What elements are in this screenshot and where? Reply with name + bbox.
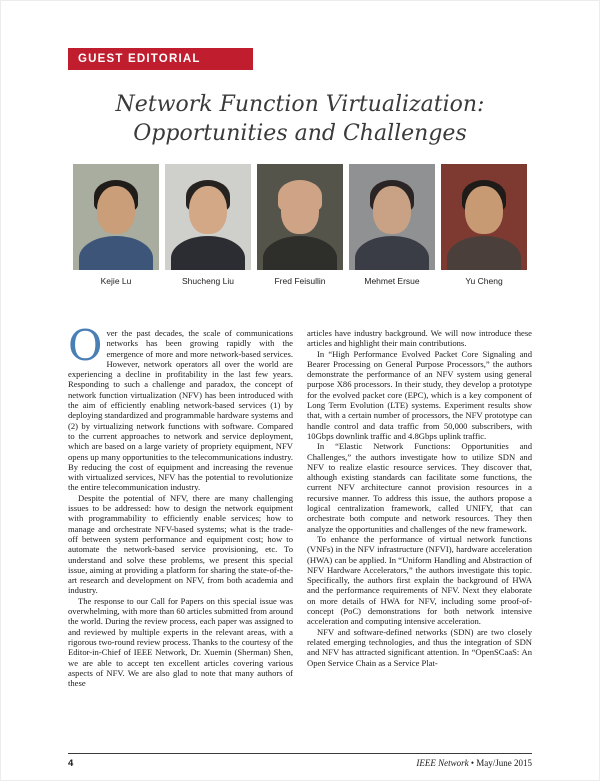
paragraph-left-1-text: ver the past decades, the scale of communications networks has been growing rapidly with the emergence of more and more network-based services. However, network operators all over the world are experiencing a decline in profitability in the last few years. Responding to such a challenge and paradox, the concept of network function virtualization (NFV) has been introduced with the aim of efficiently enabling network-based services (1) by deploying standardized and programmable hardware systems and (2) by virtualizing network functions with software. Compared to the current approaches to network and service deployment, which are based on a large variety of propriety equipment, NFV opens up many opportunities to the telecommunications industry. By reducing the cost of equipment and increasing the revenue with virtualized services, NFV has the potential to revolutionize the entire telecommunication industry. [68, 328, 293, 493]
silhouette-head [281, 186, 319, 234]
silhouette-torso [79, 236, 153, 270]
author-photo [257, 164, 343, 270]
page-footer [68, 753, 532, 769]
silhouette-torso [263, 236, 337, 270]
silhouette-head [465, 186, 503, 234]
paragraph-right-5: NFV and software-defined networks (SDN) are two closely related emerging technologies, and thus the integration of SDN and NFV has attracted significant attention. In “OpenSCaaS: An Open Service Chain as a Service Plat- [307, 626, 532, 668]
journal-name: IEEE Network [416, 758, 469, 768]
column-left [68, 321, 293, 689]
paragraph-right-4: To enhance the performance of virtual network functions (VNFs) in the NFV infrastructure (NFVI), hardware acceleration (HWA) can be applied. In “Uniform Handling and Abstraction of NFV Hardware Accelerators,” the authors investigate this topic. Specifically, the authors first explain the background of HWA and the performance requirements of NFV. Next they elaborate on more details of HWA for NFV, including some proof-of-concept (PoC) demonstrations for both network intensive acceleration and computing intensive acceleration. [307, 533, 532, 627]
author-name: Yu Cheng [465, 276, 503, 286]
paragraph-left-1 [68, 321, 293, 493]
author [349, 164, 435, 286]
paragraph-right-1: articles have industry background. We will now introduce these articles and highlight their main contributions. [307, 328, 532, 349]
silhouette-head [189, 186, 227, 234]
silhouette-head [97, 186, 135, 234]
dropcap: O [68, 321, 103, 370]
author [73, 164, 159, 286]
silhouette-head [373, 186, 411, 234]
issue-date: • May/June 2015 [468, 758, 532, 768]
journal-line [416, 758, 532, 768]
author-photo [73, 164, 159, 270]
paragraph-left-2: Despite the potential of NFV, there are many challenging issues to be addressed: how to design the network equipment with programmability to efficiently enable services; how to manage and orchestrate NFV-based systems; what is the trade-off between system performance and equipment cost; how to automate the network-based service provisioning, etc. To understand and solve these problems, we present this special issue, aiming at providing a platform for sharing the state-of-the-art research and development on NFV, from both academia and industry. [68, 492, 293, 596]
silhouette-torso [355, 236, 429, 270]
author [441, 164, 527, 286]
author-name: Shucheng Liu [182, 276, 234, 286]
author-name: Fred Feisullin [274, 276, 326, 286]
author [257, 164, 343, 286]
author-strip [68, 164, 532, 286]
author [165, 164, 251, 286]
column-right [307, 328, 532, 688]
title-line-2: Opportunities and Challenges [133, 121, 467, 146]
author-name: Kejie Lu [100, 276, 132, 286]
author-name: Mehmet Ersue [364, 276, 420, 286]
paragraph-left-3: The response to our Call for Papers on this special issue was overwhelming, with more than 60 articles submitted from around the world. During the review process, each paper was assigned to and reviewed by multiple experts in the relevant areas, with a rigorous two-round review process. Thanks to the courtesy of the Editor-in-Chief of IEEE Network, Dr. Xuemin (Sherman) Shen, we are able to accept ten excellent articles covering various aspects of NFV. We are also glad to note that many authors of these [68, 595, 293, 689]
title-line-1: Network Function Virtualization: [115, 92, 485, 117]
page-number: 4 [68, 758, 74, 769]
paragraph-right-3: In “Elastic Network Functions: Opportunities and Challenges,” the authors investigate how to utilize SDN and NFV to realize elastic resource services. They discover that, although existing standards can facilitate some functions, the current NFV architecture cannot provision resources in a recursive manner. To address this issue, the authors propose a logical centralization framework, called UNIFY, that can orchestrate both compute and network resources. They then analyze the opportunities and challenges of the new framework. [307, 441, 532, 534]
section-kicker: GUEST EDITORIAL [68, 48, 253, 70]
author-photo [441, 164, 527, 270]
paragraph-right-2: In “High Performance Evolved Packet Core Signaling and Bearer Processing on General Purpose Processors,” the authors demonstrate the performance of an NFV system using general purpose X86 processors. In their study, they develop a prototype for the evolved packet core (EPC), which is a key component of Long Term Evolution (LTE) systems. Experiment results show that, with a certain number of processors, the NFV prototype can handle control and data traffic from 50,000 subscribers, with 10Gbps downlink traffic and 4.8Gbps uplink traffic. [307, 348, 532, 441]
article-body [68, 321, 532, 689]
author-photo [165, 164, 251, 270]
author-photo [349, 164, 435, 270]
silhouette-torso [171, 236, 245, 270]
silhouette-torso [447, 236, 521, 270]
article-title [68, 90, 532, 148]
